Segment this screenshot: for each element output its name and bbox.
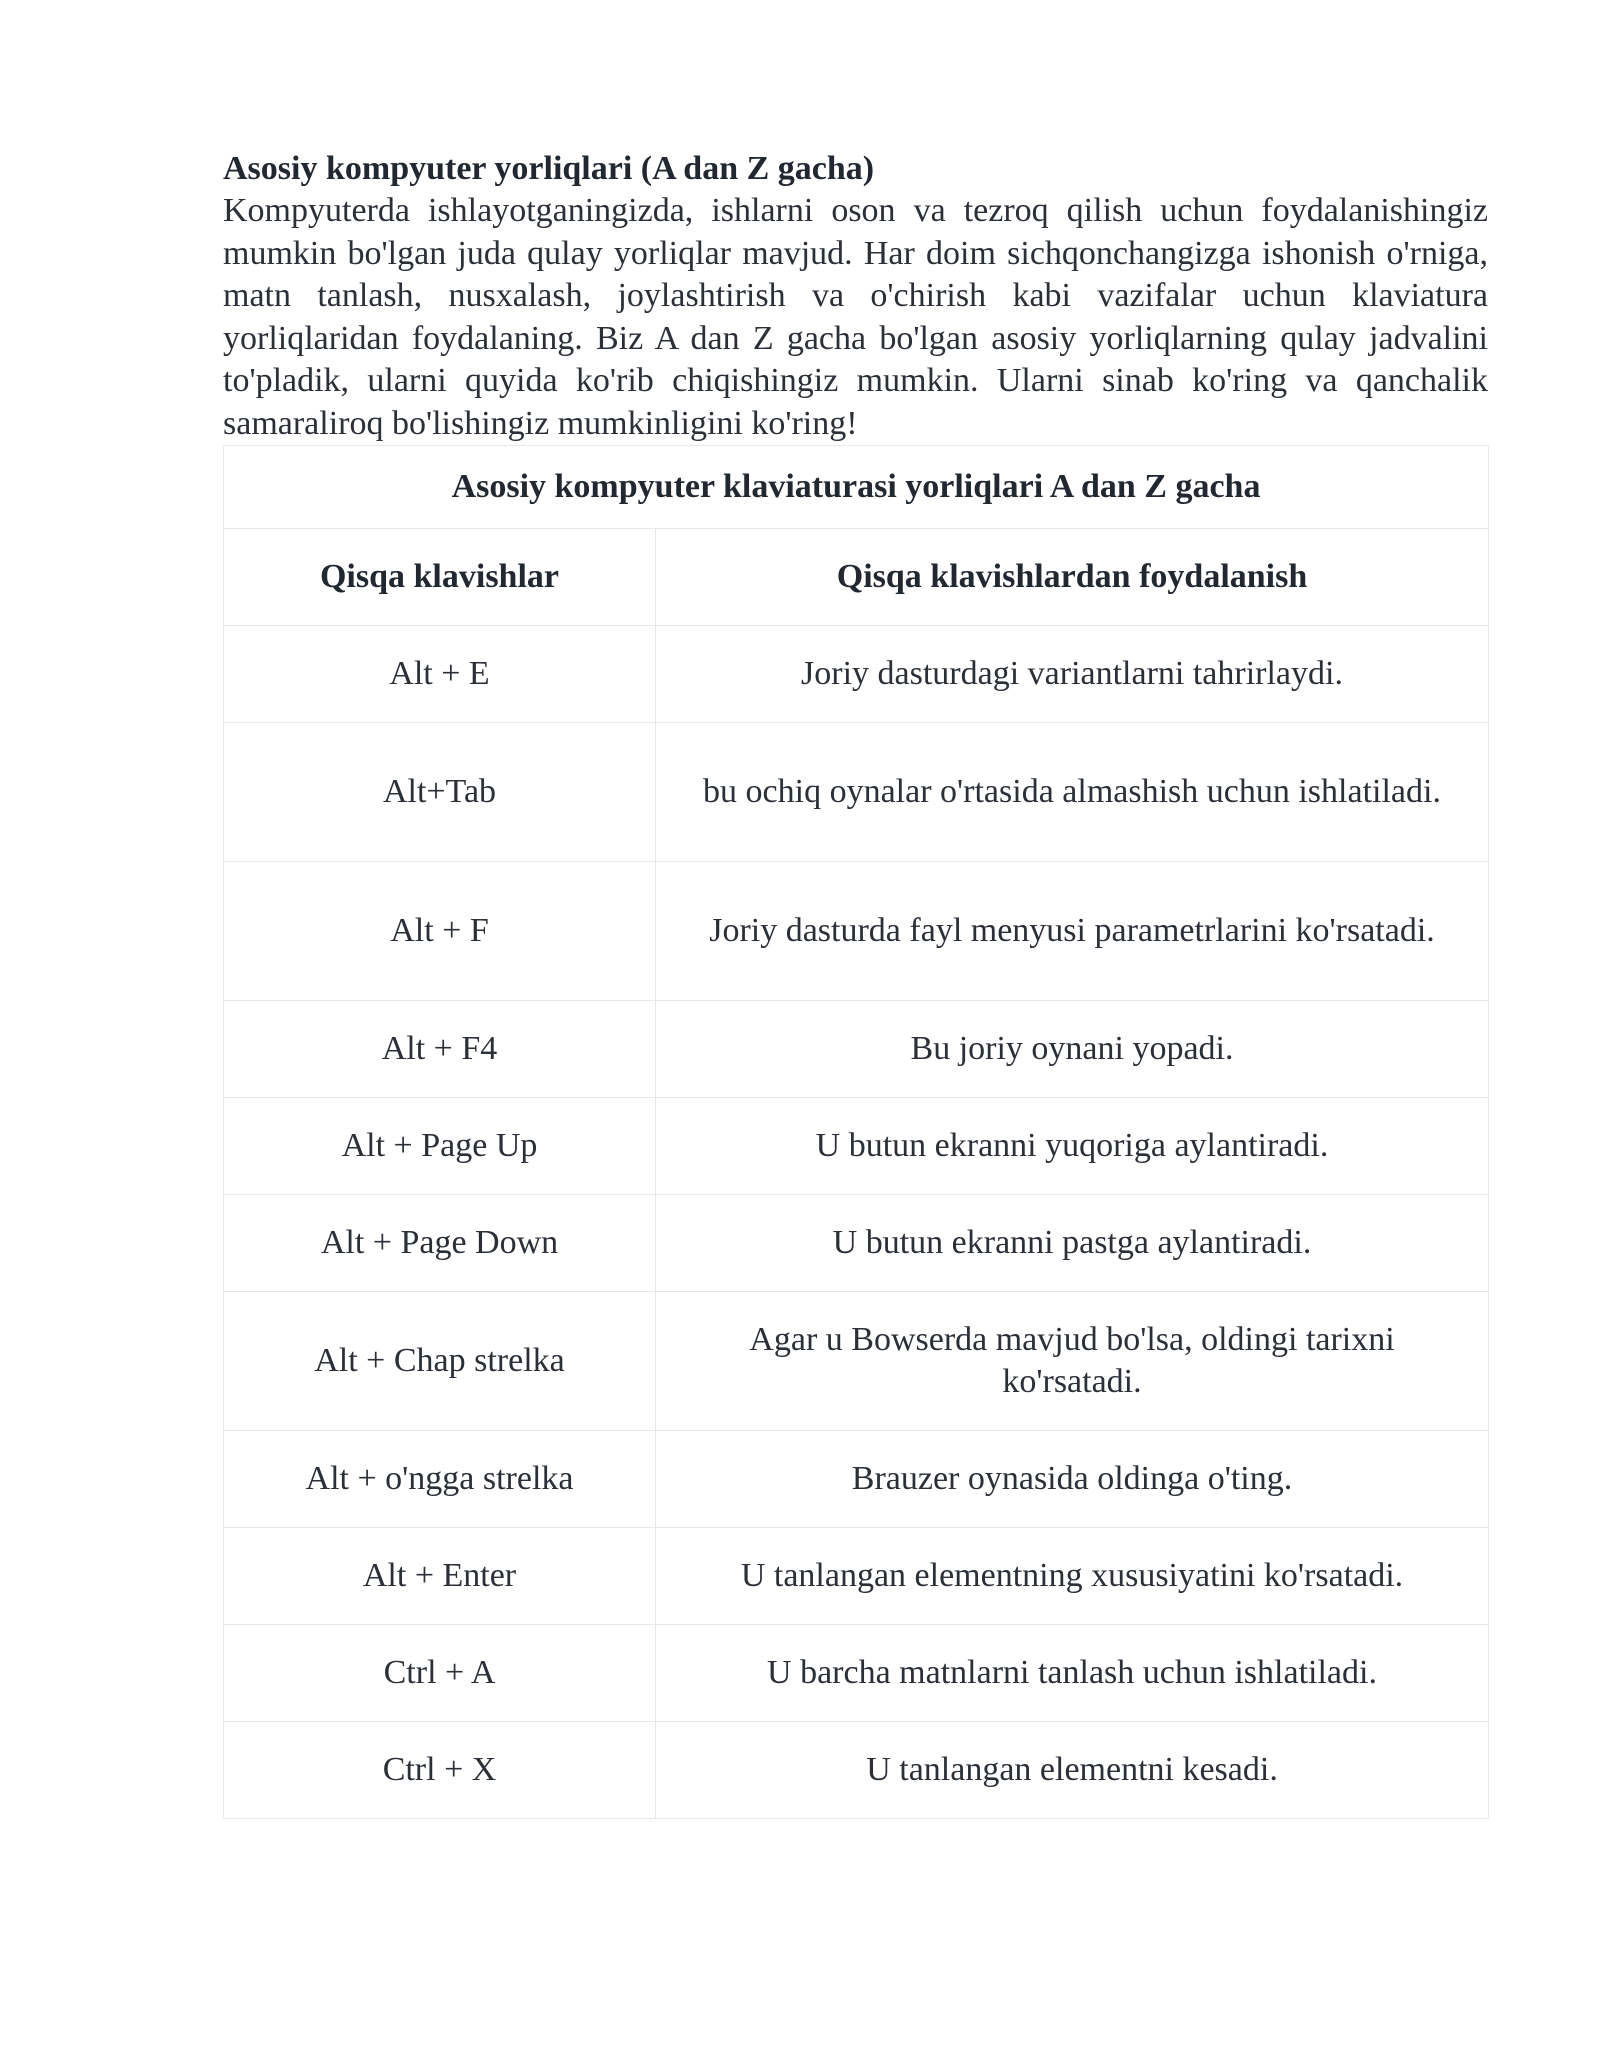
column-header-usage: Qisqa klavishlardan foydalanish — [656, 529, 1489, 626]
usage-cell: Joriy dasturdagi variantlarni tahrirlaydi. — [656, 626, 1489, 723]
shortcut-cell: Alt + Enter — [224, 1528, 656, 1625]
table-caption: Asosiy kompyuter klaviaturasi yorliqlari A dan Z gacha — [224, 446, 1489, 529]
shortcut-cell: Alt+Tab — [224, 723, 656, 862]
table-row — [224, 1722, 1489, 1819]
usage-cell: Brauzer oynasida oldinga o'ting. — [656, 1431, 1489, 1528]
usage-cell: Agar u Bowserda mavjud bo'lsa, oldingi tarixni ko'rsatadi. — [656, 1292, 1489, 1431]
shortcut-cell: Alt + E — [224, 626, 656, 723]
usage-cell: U tanlangan elementni kesadi. — [656, 1722, 1489, 1819]
shortcut-cell: Alt + Chap strelka — [224, 1292, 656, 1431]
table-row — [224, 1195, 1489, 1292]
table-caption-row — [224, 446, 1489, 529]
shortcut-cell: Alt + o'ngga strelka — [224, 1431, 656, 1528]
document-page — [223, 148, 1488, 1819]
usage-cell: Joriy dasturda fayl menyusi parametrlarini ko'rsatadi. — [656, 862, 1489, 1001]
usage-cell: U butun ekranni yuqoriga aylantiradi. — [656, 1098, 1489, 1195]
table-row — [224, 1292, 1489, 1431]
table-row — [224, 723, 1489, 862]
shortcut-cell: Alt + Page Down — [224, 1195, 656, 1292]
table-header-row — [224, 529, 1489, 626]
table-row — [224, 1625, 1489, 1722]
shortcut-cell: Alt + Page Up — [224, 1098, 656, 1195]
usage-cell: U tanlangan elementning xususiyatini ko'rsatadi. — [656, 1528, 1489, 1625]
table-row — [224, 626, 1489, 723]
table-row — [224, 1098, 1489, 1195]
usage-cell: bu ochiq oynalar o'rtasida almashish uchun ishlatiladi. — [656, 723, 1489, 862]
shortcuts-table — [223, 445, 1489, 1819]
table-row — [224, 862, 1489, 1001]
shortcut-cell: Alt + F — [224, 862, 656, 1001]
usage-cell: U barcha matnlarni tanlash uchun ishlatiladi. — [656, 1625, 1489, 1722]
shortcut-cell: Ctrl + X — [224, 1722, 656, 1819]
usage-cell: U butun ekranni pastga aylantiradi. — [656, 1195, 1489, 1292]
shortcut-cell: Alt + F4 — [224, 1001, 656, 1098]
table-row — [224, 1431, 1489, 1528]
table-row — [224, 1528, 1489, 1625]
intro-paragraph: Kompyuterda ishlayotganingizda, ishlarni oson va tezroq qilish uchun foydalanishingiz mumkin bo'lgan juda qulay yorliqlar mavjud. Har doim sichqonchangizga ishonish o'rniga, matn tanlash, nusxalash, joylashtirish va o'chirish kabi vazifalar uchun klaviatura yorliqlaridan foydalaning. Biz A dan Z gacha bo'lgan asosiy yorliqlarning qulay jadvalini to'pladik, ularni quyida ko'rib chiqishingiz mumkin. Ularni sinab ko'ring va qanchalik samaraliroq bo'lishingiz mumkinligini ko'ring! — [223, 192, 1488, 442]
table-row — [224, 1001, 1489, 1098]
shortcut-cell: Ctrl + A — [224, 1625, 656, 1722]
document-title: Asosiy kompyuter yorliqlari (A dan Z gacha) — [223, 150, 875, 187]
usage-cell: Bu joriy oynani yopadi. — [656, 1001, 1489, 1098]
column-header-shortcut: Qisqa klavishlar — [224, 529, 656, 626]
